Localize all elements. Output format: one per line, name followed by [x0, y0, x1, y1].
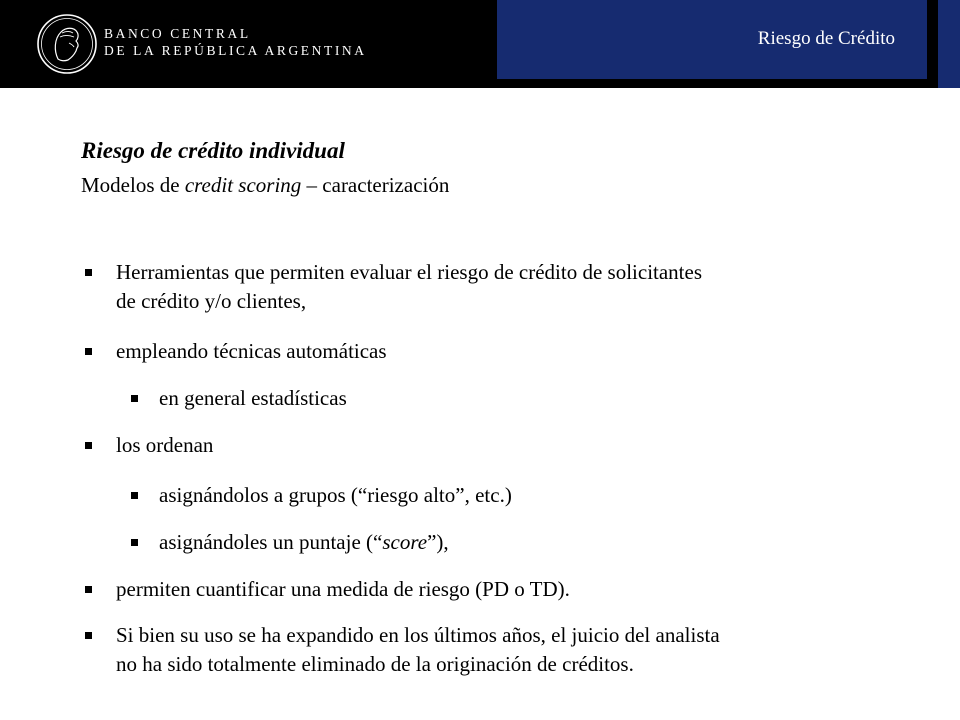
- list-item-emphasis: score: [382, 530, 428, 554]
- section-title: Riesgo de Crédito: [757, 28, 895, 49]
- list-item-text-line-2: no ha sido totalmente eliminado de la originación de créditos.: [116, 652, 634, 676]
- bank-seal-icon: [36, 13, 98, 75]
- square-bullet-icon: [85, 632, 92, 639]
- list-item-text-start: asignándoles un puntaje (“: [159, 530, 383, 554]
- list-item-text: en general estadísticas: [159, 386, 347, 410]
- list-item-text: empleando técnicas automáticas: [116, 339, 387, 363]
- list-item: [116, 337, 876, 366]
- list-item-text-line-1: Si bien su uso se ha expandido en los últimos años, el juicio del analista: [116, 623, 720, 647]
- bank-name-line-1: BANCO CENTRAL: [104, 26, 251, 41]
- subheading-text-end: – caracterización: [301, 173, 450, 197]
- list-item-text-line-1: Herramientas que permiten evaluar el riesgo de crédito de solicitantes: [116, 260, 703, 284]
- slide-header: [0, 0, 960, 88]
- square-bullet-icon: [85, 442, 92, 449]
- square-bullet-icon: [85, 348, 92, 355]
- bank-name: [104, 25, 367, 59]
- list-item-text: asignándolos a grupos (“riesgo alto”, etc.): [159, 483, 512, 507]
- bank-logo: [0, 0, 480, 88]
- bank-name-line-2: DE LA REPÚBLICA ARGENTINA: [104, 43, 367, 58]
- sub-list-item: [159, 384, 879, 413]
- list-item-text: [159, 528, 879, 557]
- square-bullet-icon: [85, 269, 92, 276]
- list-item-text-line-2: de crédito y/o clientes,: [116, 289, 307, 313]
- list-item: [116, 431, 876, 460]
- square-bullet-icon: [85, 586, 92, 593]
- list-item-text-end: ”),: [427, 530, 449, 554]
- slide-subheading: [81, 173, 449, 198]
- square-bullet-icon: [131, 539, 138, 546]
- subheading-emphasis: credit scoring: [184, 173, 302, 197]
- square-bullet-icon: [131, 492, 138, 499]
- section-title-box: [497, 0, 927, 79]
- list-item-text: permiten cuantificar una medida de riesgo (PD o TD).: [116, 577, 570, 601]
- list-item-text: los ordenan: [116, 433, 214, 457]
- list-item: [116, 258, 876, 316]
- list-item: [116, 575, 876, 604]
- subheading-text-start: Modelos de: [81, 173, 185, 197]
- header-accent-strip: [938, 0, 960, 88]
- list-item: [116, 621, 876, 679]
- sub-list-item: [159, 528, 879, 557]
- sub-list-item: [159, 481, 879, 510]
- square-bullet-icon: [131, 395, 138, 402]
- slide-heading: Riesgo de crédito individual: [81, 138, 345, 163]
